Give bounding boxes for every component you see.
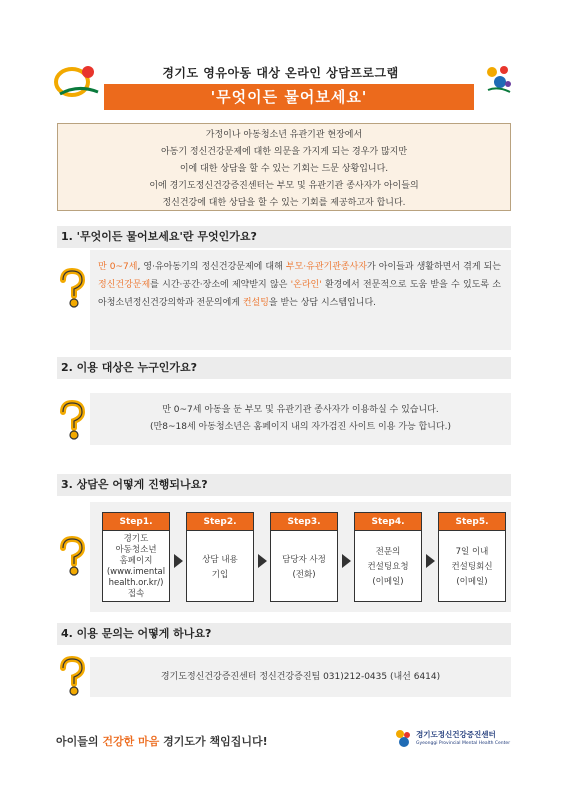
- arrow-right-icon: [342, 554, 351, 568]
- slogan-text: 아이들의: [56, 735, 103, 748]
- online-text: '온라인': [290, 280, 322, 290]
- step-text: 전문의: [375, 547, 401, 557]
- section-heading-process: 3. 상담은 어떻게 진행되나요?: [57, 474, 511, 496]
- eligibility-note: (만8~18세 아동청소년은 홈페이지 내의 자가검진 사이트 이용 가능 합니다.): [150, 422, 451, 432]
- arrow-right-icon: [174, 554, 183, 568]
- question-mark-icon: [57, 400, 87, 440]
- eligibility-line: 만 0~7세 아동을 둔 부모 및 유관기관 종사자가 이용하실 수 있습니다.: [162, 405, 439, 415]
- step-text: 홈페이지: [119, 556, 153, 566]
- step-label: Step4.: [355, 513, 421, 531]
- step-2: [186, 512, 254, 602]
- center-name: 경기도정신건강증진센터: [416, 730, 496, 739]
- body-text: 가 아이들과 생활하면서 겪게 되는: [366, 262, 501, 272]
- step-text: (전화): [292, 570, 316, 580]
- contact-info: 경기도정신건강증진센터 정신건강증진팀 031)212-0435 (내선 6414): [160, 672, 441, 682]
- intro-line: 아동기 정신건강문제에 대한 의문을 가지게 되는 경우가 많지만: [160, 147, 408, 157]
- step-text: 컨설팅요청: [367, 562, 409, 572]
- intro-box: [57, 123, 511, 211]
- intro-line: 정신건강에 대한 상담을 할 수 있는 기회를 제공하고자 합니다.: [162, 198, 406, 208]
- arrow-right-icon: [258, 554, 267, 568]
- question-mark-icon: [57, 268, 87, 308]
- step-3: [270, 512, 338, 602]
- step-text: 7일 이내: [455, 547, 489, 557]
- step-text: 상담 내용: [202, 555, 238, 565]
- section-heading-contact: 4. 이용 문의는 어떻게 하나요?: [57, 623, 511, 645]
- process-steps: [90, 502, 511, 612]
- step-label: Step5.: [439, 513, 505, 531]
- body-text: 을 받는 상담 시스템입니다.: [268, 298, 376, 308]
- section2-panel: [90, 393, 511, 445]
- body-text: 를 시간·공간·장소에 제약받지 않은: [150, 280, 291, 290]
- question-mark-icon: [57, 536, 87, 576]
- step-text: (www.imental: [106, 567, 166, 577]
- step-1: [102, 512, 170, 602]
- target-users-text: 부모·유관기관종사자: [285, 262, 367, 272]
- step-label: Step1.: [103, 513, 169, 531]
- step-label: Step3.: [271, 513, 337, 531]
- program-banner: '무엇이든 물어보세요': [104, 84, 474, 110]
- center-name-english: Gyeonggi Provincial Mental Health Center: [416, 741, 511, 746]
- section4-panel: [90, 657, 511, 697]
- step-text: 담당자 사정: [282, 555, 326, 565]
- step-text: 접속: [127, 589, 145, 599]
- slogan-highlight: 건강한 마음: [102, 735, 160, 748]
- mental-health-text: 정신건강문제: [98, 280, 151, 290]
- body-text: , 영·유아동기의 정신건강문제에 대해: [137, 262, 286, 272]
- step-label: Step2.: [187, 513, 253, 531]
- page-title: 경기도 영유아동 대상 온라인 상담프로그램: [162, 66, 399, 80]
- intro-line: 이에 대한 상담을 할 수 있는 기회는 드문 상황입니다.: [179, 164, 389, 174]
- step-text: 경기도: [123, 534, 149, 544]
- step-text: 컨설팅회신: [451, 562, 493, 572]
- intro-line: 이에 경기도정신건강증진센터는 부모 및 유관기관 종사자가 아이들의: [149, 181, 419, 191]
- step-text: 아동청소년: [115, 545, 157, 555]
- consulting-text: 컨설팅: [242, 298, 269, 308]
- section-heading-target: 2. 이용 대상은 누구인가요?: [57, 357, 511, 379]
- footer-slogan: [56, 733, 268, 749]
- body-text: 환경에서 전문적으로 도움 받을 수 있도록 소아청소년정신건강의학과 전문의에게: [98, 280, 501, 308]
- step-5: [438, 512, 506, 602]
- question-mark-icon: [57, 656, 87, 696]
- center-logo-icon: [392, 727, 414, 749]
- step-text: (이메일): [372, 577, 404, 587]
- step-text: 기입: [211, 570, 229, 580]
- step-text: (이메일): [456, 577, 488, 587]
- slogan-text: 경기도가 책임집니다!: [159, 735, 268, 748]
- step-4: [354, 512, 422, 602]
- section-heading-what: 1. '무엇이든 물어보세요'란 무엇인가요?: [57, 226, 511, 248]
- step-text: health.or.kr/): [108, 578, 164, 588]
- section1-panel: [90, 250, 511, 350]
- intro-line: 가정이나 아동청소년 유관기관 현장에서: [205, 130, 363, 140]
- arrow-right-icon: [426, 554, 435, 568]
- age-range-text: 만 0~7세: [98, 262, 138, 272]
